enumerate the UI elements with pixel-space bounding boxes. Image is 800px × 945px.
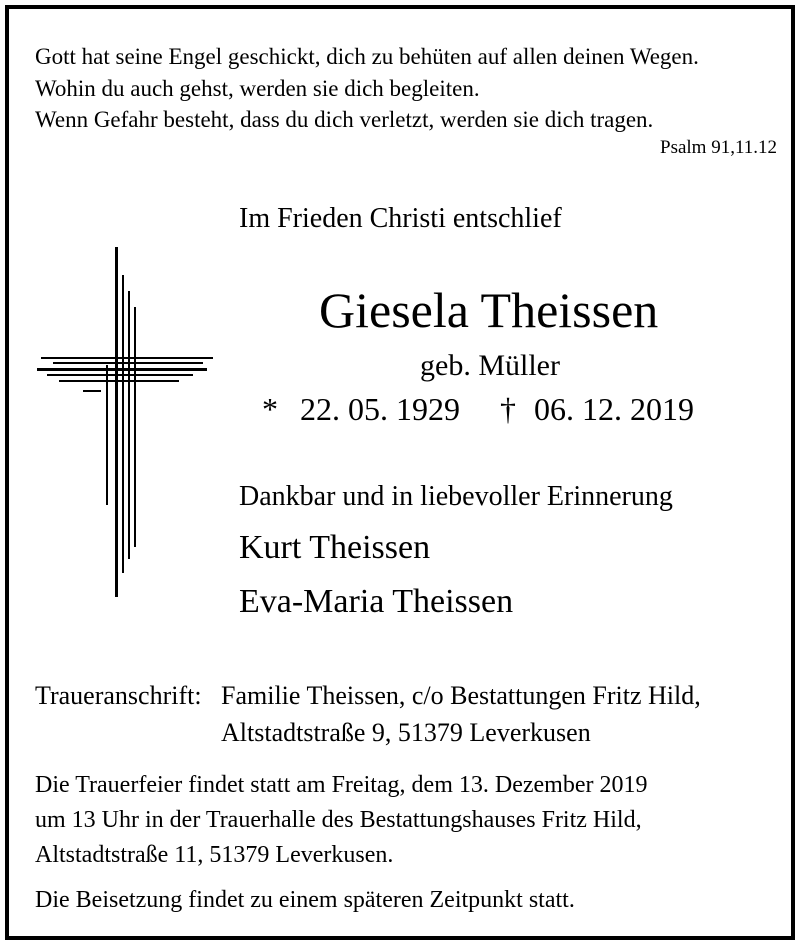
mourner-name: Kurt Theissen (239, 529, 431, 566)
thanks-text: Dankbar und in liebevoller Erinnerung (239, 481, 673, 512)
verse-line-3: Wenn Gefahr besteht, dass du dich verletzt, werden sie dich tragen. (35, 107, 654, 132)
death-date: 06. 12. 2019 (534, 391, 694, 427)
birth-symbol: * (262, 391, 278, 427)
cross-icon (33, 247, 213, 599)
birth-date: 22. 05. 1929 (300, 391, 460, 427)
ceremony-line-1: Die Trauerfeier findet statt am Freitag, dem 13. Dezember 2019 (35, 772, 648, 798)
ceremony-line-3: Altstadtstraße 11, 51379 Leverkusen. (35, 842, 394, 868)
verse-line-2: Wohin du auch gehst, werden sie dich begleiten. (35, 76, 480, 101)
verse-source: Psalm 91,11.12 (660, 137, 777, 158)
address-line-1: Familie Theissen, c/o Bestattungen Fritz Hild, (221, 681, 701, 710)
burial-text: Die Beisetzung findet zu einem späteren Zeitpunkt statt. (35, 887, 575, 913)
maiden-name: geb. Müller (420, 349, 560, 382)
address-line-2: Altstadtstraße 9, 51379 Leverkusen (221, 718, 591, 747)
life-dates (262, 393, 694, 425)
mourner-name: Eva-Maria Theissen (239, 583, 514, 620)
verse-line-1: Gott hat seine Engel geschickt, dich zu behüten auf allen deinen Wegen. (35, 44, 699, 69)
ceremony-line-2: um 13 Uhr in der Trauerhalle des Bestattungshauses Fritz Hild, (35, 807, 642, 833)
obituary-notice (5, 5, 795, 940)
address-label: Traueranschrift: (35, 681, 202, 710)
death-symbol: † (500, 391, 516, 427)
deceased-name: Giesela Theissen (319, 282, 659, 338)
intro-text: Im Frieden Christi entschlief (239, 203, 562, 234)
